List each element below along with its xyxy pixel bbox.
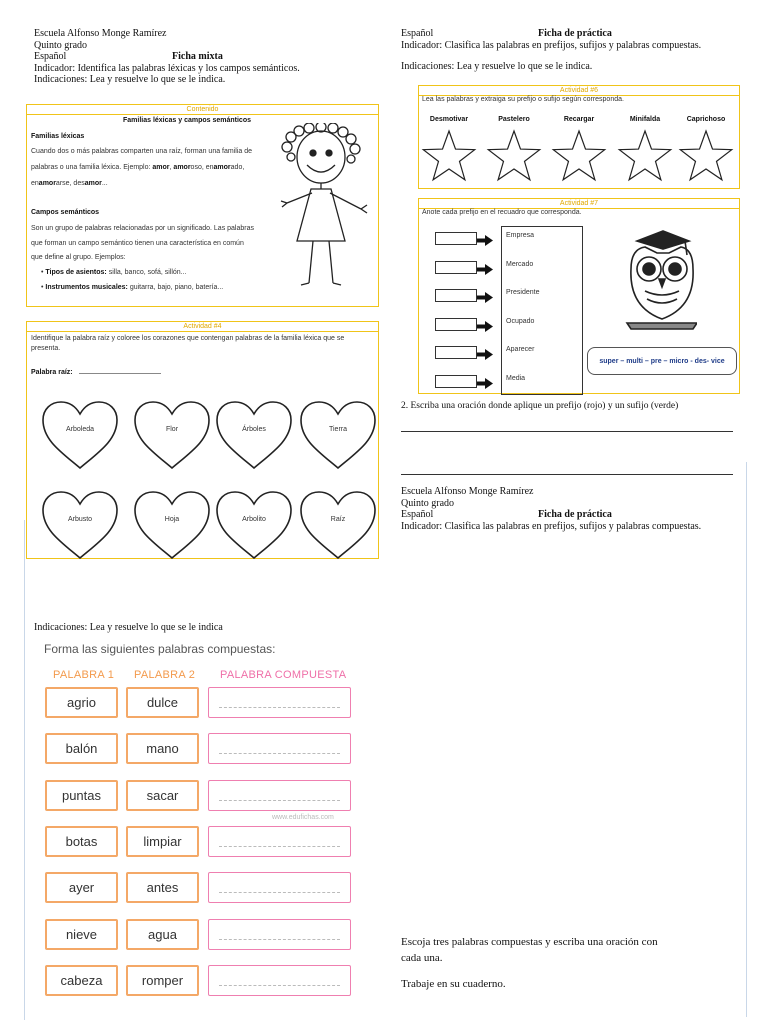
final-instructions: [401, 934, 658, 992]
star-4: [678, 128, 734, 184]
right-mid-header: [401, 486, 741, 532]
bullet-instrumentos-text: guitarra, bajo, piano, batería...: [129, 284, 224, 291]
right-mid-indicator: Indicador: Clasifica las palabras en prefijos, sufijos y palabras compuestas.: [401, 520, 702, 532]
compound-answer-cell: [208, 687, 351, 718]
prefix-word-0: Empresa: [506, 232, 535, 239]
contenido-box: [26, 104, 379, 307]
owl-illustration: [623, 229, 697, 333]
prefix-answer-box-0: [435, 232, 477, 245]
prefix-answer-box-5: [435, 375, 477, 388]
arrow-right-icon: [477, 376, 493, 387]
left-rule: [24, 520, 25, 1020]
answer-dash-line: [219, 753, 340, 754]
heart-label: Arbusto: [67, 516, 93, 523]
compound-answer-cell: [208, 965, 351, 996]
heart-icon: [215, 490, 293, 560]
watermark: www.edufichas.com: [272, 814, 334, 821]
heart-icon: [299, 400, 377, 470]
star-icon: [678, 128, 734, 184]
right-sheet-type: Ficha de práctica: [538, 28, 612, 39]
answer-line-2: [401, 474, 733, 475]
actividad-4-title: Actividad #4: [27, 322, 378, 332]
actividad-7-title: Actividad #7: [419, 199, 739, 209]
question-2: 2. Escriba una oración donde aplique un prefijo (rojo) y un sufijo (verde): [401, 401, 679, 411]
line3-root: amor: [38, 180, 56, 187]
actividad-4-instruction: Identifique la palabra raíz y coloree los corazones que contengan palabras de la familia léxica que se presenta.: [31, 335, 345, 352]
compound-answer-cell: [208, 872, 351, 903]
compound-instructions: Indicaciones: Lea y resuelve lo que se le indica: [34, 622, 223, 633]
heart-0: [41, 400, 119, 470]
prefix-answer-box-4: [435, 346, 477, 359]
example-amoroso-root: amor: [173, 164, 191, 171]
arrow-right-icon: [477, 319, 493, 330]
actividad-6-instruction: Lea las palabras y extraiga su prefijo o sufijo según corresponda.: [422, 96, 624, 103]
actividad-6-title: Actividad #6: [419, 86, 739, 96]
right-indicator: Indicador: Clasifica las palabras en prefijos, sufijos y palabras compuestas.: [401, 39, 702, 51]
compound-answer-cell: [208, 919, 351, 950]
subject: Español: [34, 51, 67, 62]
bullet-instrumentos: • Instrumentos musicales: guitarra, bajo, piano, batería...: [41, 284, 224, 291]
star-2: [551, 128, 607, 184]
heart-label: Raíz: [330, 516, 346, 523]
bullet-instrumentos-label: Instrumentos musicales:: [45, 284, 128, 291]
prefix-word-2: Presidente: [506, 289, 540, 296]
indicator: Indicador: Identifica las palabras léxicas y los campos semánticos.: [34, 62, 300, 74]
star-word-0: Desmotivar: [429, 116, 469, 123]
familias-line-2-text: palabras o una familia léxica. Ejemplo:: [31, 164, 151, 171]
word-1-cell: agrio: [45, 687, 118, 718]
star-icon: [617, 128, 673, 184]
right-mid-grade: Quinto grado: [401, 497, 455, 509]
right-rule: [746, 462, 747, 1017]
star-3: [617, 128, 673, 184]
prefix-bank-text: super – multi – pre – micro - des- vice: [599, 357, 725, 365]
heart-3: [299, 400, 377, 470]
col-header-palabra-2: PALABRA 2: [134, 669, 196, 681]
heart-label: Tierra: [328, 426, 348, 433]
answer-dash-line: [219, 800, 340, 801]
campos-line-1: Son un grupo de palabras relacionadas por un significado. Las palabras: [31, 225, 254, 232]
grade: Quinto grado: [34, 39, 88, 51]
line3-root-2: amor: [84, 180, 102, 187]
word-1-cell: ayer: [45, 872, 118, 903]
final-line-2: cada una.: [401, 952, 443, 964]
heart-1: [133, 400, 211, 470]
prefix-bank: [587, 347, 737, 375]
heart-icon: [41, 490, 119, 560]
word-2-cell: romper: [126, 965, 199, 996]
subject-row: [34, 51, 374, 63]
right-instructions: Indicaciones: Lea y resuelve lo que se le indica.: [401, 61, 593, 72]
prefix-answer-box-2: [435, 289, 477, 302]
star-icon: [486, 128, 542, 184]
left-header: [34, 28, 374, 86]
campos-heading: Campos semánticos: [31, 209, 100, 216]
familias-line-2: palabras o una familia léxica. Ejemplo: amor, amoroso, enamorado,: [31, 164, 245, 171]
example-amor: amor: [152, 164, 170, 171]
heart-label: Arbolito: [242, 516, 266, 523]
heart-icon: [215, 400, 293, 470]
sheet-type: Ficha mixta: [172, 51, 223, 62]
heart-5: [133, 490, 211, 560]
prefix-word-3: Ocupado: [506, 317, 535, 325]
hearts-area: [27, 322, 380, 560]
star-icon: [551, 128, 607, 184]
heart-icon: [41, 400, 119, 470]
example-enamorado-suffix: ado,: [230, 164, 245, 171]
compound-answer-cell: [208, 780, 351, 811]
right-mid-school: Escuela Alfonso Monge Ramírez: [401, 486, 534, 497]
compound-answer-cell: [208, 826, 351, 857]
word-1-cell: botas: [45, 826, 118, 857]
heart-label: Flor: [165, 426, 179, 433]
heart-6: [215, 490, 293, 560]
answer-dash-line: [219, 985, 340, 986]
word-2-cell: mano: [126, 733, 199, 764]
answer-dash-line: [219, 939, 340, 940]
campos-line-2: que forman un campo semántico tienen una característica en común: [31, 240, 244, 247]
contenido-title: Familias léxicas y campos semánticos: [122, 117, 251, 124]
girl-illustration: [279, 123, 375, 295]
arrow-right-icon: [477, 233, 493, 244]
right-mid-sheet-type: Ficha de práctica: [538, 509, 612, 520]
familias-heading: Familias léxicas: [31, 133, 85, 140]
heart-label: Hoja: [164, 516, 180, 523]
instructions: Indicaciones: Lea y resuelve lo que se le indica.: [34, 74, 226, 85]
answer-dash-line: [219, 707, 340, 708]
line3-end: ...: [101, 180, 108, 187]
star-1: [486, 128, 542, 184]
word-2-cell: dulce: [126, 687, 199, 718]
compound-prompt: Forma las siguientes palabras compuestas:: [44, 642, 276, 656]
school-name: Escuela Alfonso Monge Ramírez: [34, 28, 167, 39]
heart-label: Árboles: [242, 426, 266, 433]
stars-area: [419, 86, 741, 190]
prefix-answer-box-1: [435, 261, 477, 274]
star-word-3: Minifalda: [629, 116, 661, 123]
right-top-header: [401, 28, 741, 73]
bullet-asientos-text: silla, banco, sofá, sillón...: [108, 269, 187, 276]
answer-line-1: [401, 431, 733, 432]
actividad-6-box: [418, 85, 740, 189]
prefix-word-1: Mercado: [506, 260, 534, 268]
right-subject-row: [401, 28, 741, 40]
familias-line-3: [31, 179, 108, 189]
word-2-cell: agua: [126, 919, 199, 950]
answer-dash-line: [219, 892, 340, 893]
heart-label: Arboleda: [65, 426, 95, 433]
actividad-7-box: [418, 198, 740, 394]
word-1-cell: nieve: [45, 919, 118, 950]
prefix-word-4: Aparecer: [506, 346, 535, 353]
arrow-right-icon: [477, 290, 493, 301]
arrow-right-icon: [477, 347, 493, 358]
bullet-asientos: • Tipos de asientos: silla, banco, sofá, sillón...: [41, 269, 187, 276]
word-2-cell: antes: [126, 872, 199, 903]
heart-icon: [133, 400, 211, 470]
familias-line-1: Cuando dos o más palabras comparten una raíz, forman una familia de: [31, 148, 253, 155]
example-enamorado-root: amor: [213, 164, 231, 171]
star-word-4: Caprichoso: [686, 116, 726, 123]
star-icon: [421, 128, 477, 184]
heart-icon: [299, 490, 377, 560]
star-word-1: Pastelero: [498, 116, 530, 123]
word-1-cell: puntas: [45, 780, 118, 811]
word-1-cell: cabeza: [45, 965, 118, 996]
star-word-2: Recargar: [563, 116, 595, 123]
right-subject: Español: [401, 28, 434, 39]
right-mid-subject: Español: [401, 509, 434, 520]
final-line-3: Trabaje en su cuaderno.: [401, 978, 506, 990]
word-2-cell: limpiar: [126, 826, 199, 857]
example-enamorado-prefix: en: [205, 164, 214, 171]
line3-mid: arse, des: [55, 180, 85, 187]
prefix-answer-box-3: [435, 318, 477, 331]
line3-prefix: en: [31, 180, 39, 187]
palabra-raiz-label: Palabra raíz:: [31, 369, 73, 376]
actividad-4-box: [26, 321, 379, 559]
heart-4: [41, 490, 119, 560]
right-mid-subject-row: [401, 509, 741, 521]
campos-line-3: que define al grupo. Ejemplos:: [31, 254, 126, 261]
word-1-cell: balón: [45, 733, 118, 764]
prefix-word-5: Media: [506, 374, 526, 382]
answer-dash-line: [219, 846, 340, 847]
actividad-7-instruction: Anote cada prefijo en el recuadro que corresponda.: [422, 209, 582, 216]
heart-icon: [133, 490, 211, 560]
final-line-1: Escoja tres palabras compuestas y escriba una oración con: [401, 936, 658, 948]
contenido-tab: Contenido: [27, 105, 378, 115]
heart-2: [215, 400, 293, 470]
bullet-asientos-label: Tipos de asientos:: [45, 269, 107, 276]
col-header-palabra-compuesta: PALABRA COMPUESTA: [220, 669, 347, 681]
compound-answer-cell: [208, 733, 351, 764]
word-2-cell: sacar: [126, 780, 199, 811]
star-0: [421, 128, 477, 184]
heart-7: [299, 490, 377, 560]
example-amoroso-suffix: oso,: [190, 164, 204, 171]
arrow-right-icon: [477, 262, 493, 273]
col-header-palabra-1: PALABRA 1: [53, 669, 115, 681]
